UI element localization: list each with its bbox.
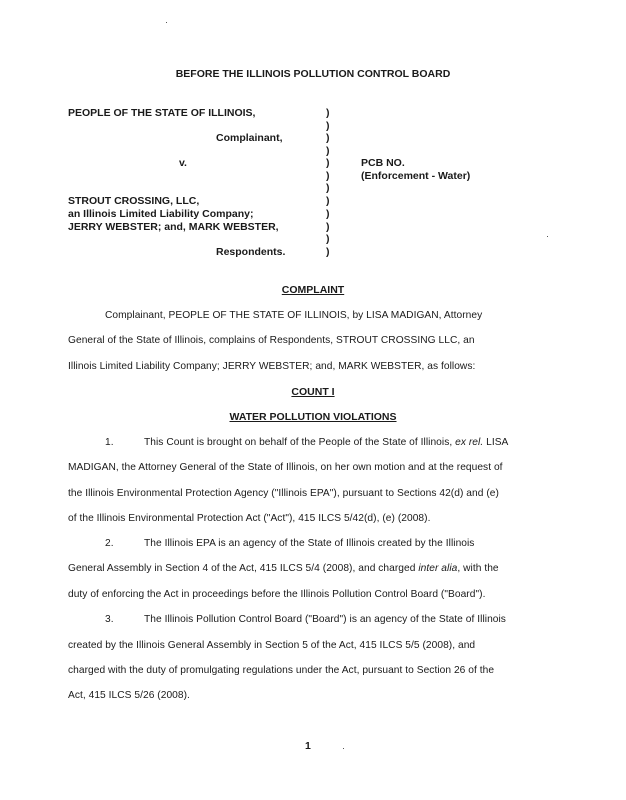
complaint-heading: COMPLAINT xyxy=(281,284,345,296)
text-line: the Illinois Environmental Protection Agency ("Illinois EPA"), pursuant to Sections 42(d) and (e) xyxy=(68,488,499,499)
page-number: 1 xyxy=(305,740,311,752)
versus: v. xyxy=(179,157,187,169)
text-line: This Count is brought on behalf of the People of the State of Illinois, ex rel. LISA xyxy=(144,437,509,448)
scan-speck xyxy=(343,748,344,749)
defendant-line: JERRY WEBSTER; and, MARK WEBSTER, xyxy=(68,221,279,233)
plaintiff-role: Complainant, xyxy=(216,132,283,144)
text-line: General of the State of Illinois, complains of Respondents, STROUT CROSSING LLC, an xyxy=(68,335,475,346)
case-type: (Enforcement - Water) xyxy=(361,170,471,182)
count-subheading: WATER POLLUTION VIOLATIONS xyxy=(229,411,397,423)
text-line: created by the Illinois General Assembly in Section 5 of the Act, 415 ILCS 5/5 (2008), and xyxy=(68,640,476,651)
text-line: Act, 415 ILCS 5/26 (2008). xyxy=(68,690,190,701)
scan-speck xyxy=(166,22,167,23)
text-line: General Assembly in Section 4 of the Act, 415 ILCS 5/4 (2008), and charged inter alia, with the xyxy=(68,563,499,574)
case-number: PCB NO. xyxy=(361,157,405,169)
text-line: MADIGAN, the Attorney General of the State of Illinois, on her own motion and at the request of xyxy=(68,462,503,473)
text-line: of the Illinois Environmental Protection Act ("Act"), 415 ILCS 5/42(d), (e) (2008). xyxy=(68,513,431,524)
paragraph-number: 2. xyxy=(105,538,114,549)
defendant-role: Respondents. xyxy=(216,246,286,258)
text-line: Complainant, PEOPLE OF THE STATE OF ILLINOIS, by LISA MADIGAN, Attorney xyxy=(105,310,483,321)
text-line: duty of enforcing the Act in proceedings before the Illinois Pollution Control Board ("Board"). xyxy=(68,589,486,600)
paragraph-number: 3. xyxy=(105,614,114,625)
count-heading: COUNT I xyxy=(291,386,335,398)
scan-speck xyxy=(547,236,548,237)
defendant-line: STROUT CROSSING, LLC, xyxy=(68,195,200,207)
paragraph-number: 1. xyxy=(105,437,114,448)
text-line: Illinois Limited Liability Company; JERRY WEBSTER; and, MARK WEBSTER, as follows: xyxy=(68,361,476,372)
text-line: The Illinois Pollution Control Board ("Board") is an agency of the State of Illinois xyxy=(144,614,506,625)
defendant-line: an Illinois Limited Liability Company; xyxy=(68,208,254,220)
text-line: The Illinois EPA is an agency of the State of Illinois created by the Illinois xyxy=(144,538,475,549)
plaintiff-name: PEOPLE OF THE STATE OF ILLINOIS, xyxy=(68,107,256,119)
text-line: charged with the duty of promulgating regulations under the Act, pursuant to Section 26 of the xyxy=(68,665,495,676)
board-title: BEFORE THE ILLINOIS POLLUTION CONTROL BOARD xyxy=(175,68,451,80)
